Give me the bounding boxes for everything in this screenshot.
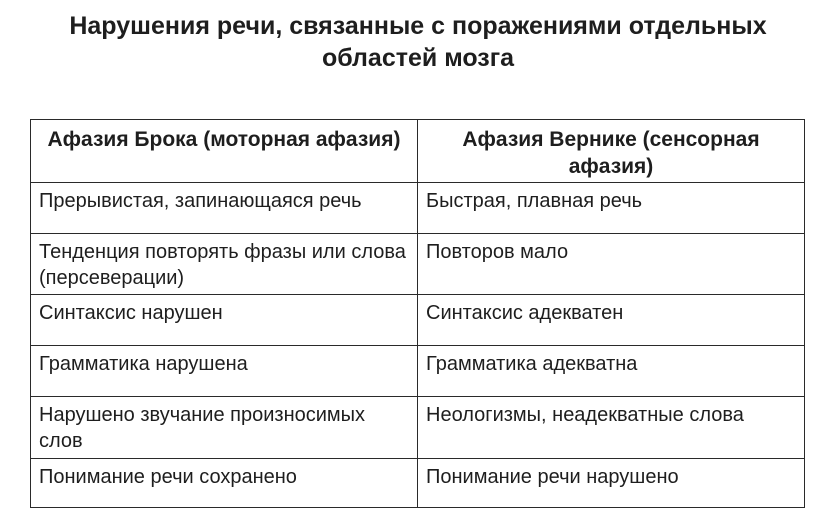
table-cell-broca: Понимание речи сохранено: [31, 459, 418, 508]
table-row: [31, 183, 805, 234]
table-cell-wernicke: Понимание речи нарушено: [418, 459, 805, 508]
table-cell-wernicke: Неологизмы, неадекватные слова: [418, 397, 805, 459]
page-title-line-1: Нарушения речи, связанные с поражениями отдельных: [69, 12, 767, 40]
table-row: [31, 234, 805, 295]
table-cell-broca: Тенденция повторять фразы или слова (персеверации): [31, 234, 418, 295]
table-cell-broca: Синтаксис нарушен: [31, 295, 418, 346]
table-cell-broca: Нарушено звучание произносимых слов: [31, 397, 418, 459]
table-row: [31, 295, 805, 346]
table-header-row: [31, 120, 805, 183]
page-title-line-2: областей мозга: [321, 44, 515, 72]
table-cell-wernicke: Синтаксис адекватен: [418, 295, 805, 346]
comparison-table: [30, 119, 805, 508]
table-cell-broca: Грамматика нарушена: [31, 346, 418, 397]
header-broca-aphasia: Афазия Брока (моторная афазия): [31, 120, 418, 183]
page-title: [0, 10, 836, 74]
table-row: [31, 459, 805, 508]
header-wernicke-aphasia: Афазия Вернике (сенсорная афазия): [418, 120, 805, 183]
table-cell-wernicke: Грамматика адекватна: [418, 346, 805, 397]
table-cell-wernicke: Быстрая, плавная речь: [418, 183, 805, 234]
table-row: [31, 397, 805, 459]
table-cell-broca: Прерывистая, запинающаяся речь: [31, 183, 418, 234]
table-cell-wernicke: Повторов мало: [418, 234, 805, 295]
table-row: [31, 346, 805, 397]
